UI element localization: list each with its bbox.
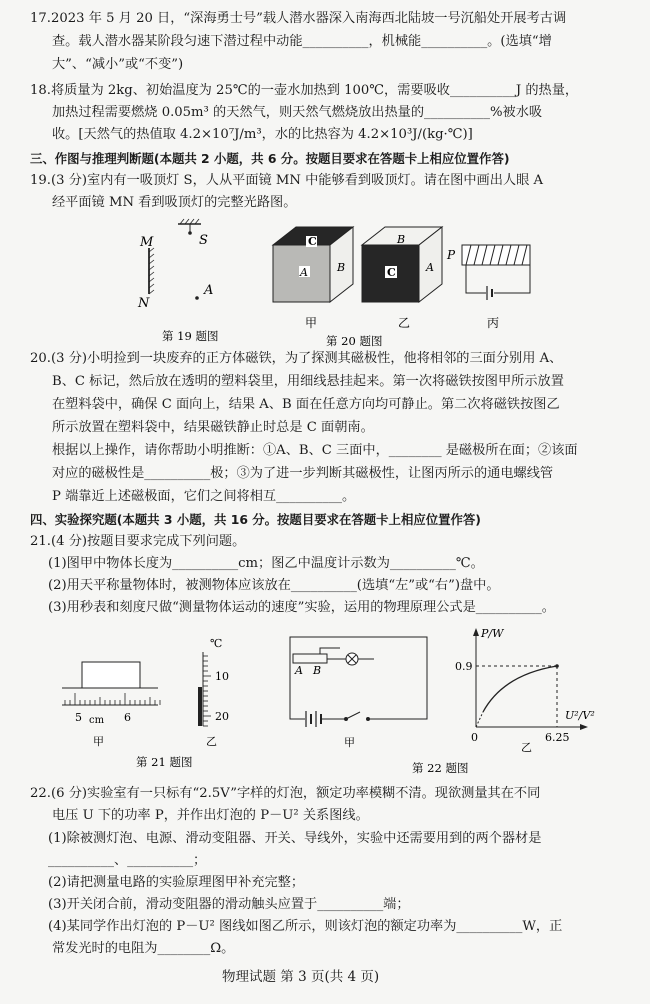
mirror-label-n: N xyxy=(138,296,150,311)
q22-part1-blanks: __________、__________； xyxy=(48,853,207,868)
q21-part1: (1)图甲中物体长度为__________cm；图乙中温度计示数为__________℃。 xyxy=(48,556,484,571)
switch-blade xyxy=(346,712,360,719)
fig20-cube-jia xyxy=(273,227,353,330)
q21-line1: 21.(4 分)按题目要求完成下列问题。 xyxy=(30,534,246,549)
fig22-circuit xyxy=(290,637,427,727)
section4-heading: 四、实验探究题(本题共 3 小题，共 16 分。按题目要求在答题卡上相应位置作答) xyxy=(30,512,481,527)
q21-part2: (2)用天平称量物体时，被测物体应该放在__________(选填“左”或“右”)盘中。 xyxy=(48,578,500,593)
fig20-cube-yi xyxy=(362,227,442,330)
fig20-jia-label: 甲 xyxy=(305,316,318,330)
q22-line1: 22.(6 分)实验室有一只标有“2.5V”字样的灯泡，额定功率模糊不清。现欲测量其在不同 xyxy=(30,786,541,801)
q21-part3: (3)用秒表和刻度尺做“测量物体运动的速度”实验，运用的物理原理公式是__________。 xyxy=(48,600,555,615)
fig21-caption: 第 21 题图 xyxy=(136,755,193,769)
q20-line6: 对应的磁极性是__________极；③为了进一步判断其磁极性，让图丙所示的通电螺线管 xyxy=(52,466,554,481)
fig20-caption: 第 20 题图 xyxy=(326,334,383,348)
eye-label-a: A xyxy=(204,283,214,298)
q22-part1: (1)除被测灯泡、电源、滑动变阻器、开关、导线外，实验中还需要用到的两个器材是 xyxy=(48,831,542,846)
fig22-yi-label: 乙 xyxy=(521,741,532,754)
solenoid-wire-left xyxy=(466,265,486,293)
thermo-ticks xyxy=(203,656,211,726)
graph-x-arrow xyxy=(580,724,588,730)
solenoid-end-p: P xyxy=(447,248,456,262)
page-footer: 物理试题 第 3 页(共 4 页) xyxy=(222,969,380,985)
q17-line1: 17.2023 年 5 月 20 日，“深海勇士号”载人潜水器深入南海西北陆坡一号沉船处开展考古调 xyxy=(30,11,567,26)
rheostat-slider xyxy=(320,648,340,654)
fig21-jia-label: 甲 xyxy=(93,735,104,748)
solenoid-wire-right xyxy=(494,265,530,293)
graph-x-label: U²/V² xyxy=(565,709,595,722)
q17-line2: 查。载人潜水器某阶段匀速下潜过程中动能__________，机械能__________。(选填“增 xyxy=(52,34,552,49)
thermo-label-10: 10 xyxy=(215,670,229,683)
graph-curve xyxy=(483,666,557,712)
ruler-label-6: 6 xyxy=(124,711,131,724)
solenoid-core xyxy=(462,245,530,265)
graph-origin: 0 xyxy=(471,731,478,744)
mirror-label-m: M xyxy=(140,235,154,250)
q18-line1: 18.将质量为 2kg、初始温度为 25℃的一壶水加热到 100℃，需要吸收__________J 的热量， xyxy=(30,83,579,98)
graph-y-tick: 0.9 xyxy=(455,660,473,673)
q18-line2: 加热过程需要燃烧 0.05m³ 的天然气，则天然气燃烧放出热量的__________%被水吸 xyxy=(52,105,543,120)
measured-block xyxy=(82,662,140,688)
thermo-unit: ℃ xyxy=(210,637,223,650)
cube-jia-front-label: A xyxy=(300,266,308,279)
ruler-ticks xyxy=(65,693,160,705)
q17-line3: 大”、“减小”或“不变”) xyxy=(52,57,184,72)
q19-line2: 经平面镜 MN 看到吸顶灯的完整光路图。 xyxy=(52,195,297,210)
lamp-point xyxy=(188,231,192,235)
switch-contact xyxy=(367,718,370,721)
q22-part4: (4)某同学作出灯泡的 P－U² 图线如图乙所示，则该灯泡的额定功率为__________W，正 xyxy=(48,919,563,934)
switch-pivot xyxy=(345,718,348,721)
q20-line1: 20.(3 分)小明捡到一块废弃的正方体磁铁，为了探测其磁极性，他将相邻的三面分别用 A、 xyxy=(30,351,563,366)
cube-jia-side-label: B xyxy=(337,261,346,274)
q22-part4-line2: 常发光时的电阻为________Ω。 xyxy=(52,941,235,956)
terminal-a: A xyxy=(295,664,303,677)
graph-curve-dashed xyxy=(476,712,483,727)
ruler-label-5: 5 xyxy=(75,711,82,724)
thermo-liquid xyxy=(198,687,202,726)
graph-y-label: P/W xyxy=(481,627,504,640)
q22-line2: 电压 U 下的功率 P，并作出灯泡的 P－U² 关系图线。 xyxy=(52,808,369,823)
fig22-jia-label: 甲 xyxy=(344,736,355,749)
fig20-bing-label: 丙 xyxy=(487,316,500,330)
fig19-caption: 第 19 题图 xyxy=(162,329,219,343)
graph-y-arrow xyxy=(473,628,479,636)
section3-heading: 三、作图与推理判断题(本题共 2 小题，共 6 分。按题目要求在答题卡上相应位置作答) xyxy=(30,151,510,166)
q20-line7: P 端靠近上述磁极面，它们之间将相互__________。 xyxy=(52,489,356,504)
cube-yi-top-label: B xyxy=(397,233,406,246)
fig20-yi-label: 乙 xyxy=(398,316,411,330)
q22-part2: (2)请把测量电路的实验原理图甲补充完整； xyxy=(48,875,305,890)
thermo-label-20: 20 xyxy=(215,710,229,723)
q20-line5: 根据以上操作，请你帮助小明推断：①A、B、C 三面中，________ 是磁极所在面；②该面 xyxy=(52,443,578,458)
fig22-caption: 第 22 题图 xyxy=(412,761,469,775)
cube-jia-top-label: C xyxy=(308,235,317,248)
q18-line3: 收。[天然气的热值取 4.2×10⁷J/m³，水的比热容为 4.2×10³J/(kg·℃)] xyxy=(52,127,473,142)
q22-part3: (3)开关闭合前，滑动变阻器的滑动触头应置于__________端； xyxy=(48,897,410,912)
rheostat xyxy=(293,654,327,663)
circuit-wire-top xyxy=(290,637,427,719)
q20-line3: 在塑料袋中，确保 C 面向上，结果 A、B 面在任意方向均可静止。第二次将磁铁按图乙 xyxy=(52,397,560,412)
terminal-b: B xyxy=(313,664,322,677)
ruler-unit: cm xyxy=(89,715,105,726)
graph-x-tick: 6.25 xyxy=(545,731,570,744)
fig19-diagram xyxy=(137,219,218,343)
lamp-label-s: S xyxy=(199,233,208,248)
cube-yi-front-label: C xyxy=(387,266,396,279)
eye-point xyxy=(195,296,199,300)
q20-line2: B、C 标记，然后放在透明的塑料袋里，用细线悬挂起来。第一次将磁铁按图甲所示放置 xyxy=(52,374,564,389)
fig21-ruler xyxy=(62,662,160,748)
fig21-yi-label: 乙 xyxy=(206,735,217,748)
cube-yi-side-label: A xyxy=(426,261,434,274)
q20-line4: 所示放置在塑料袋中，结果磁铁静止时总是 C 面朝南。 xyxy=(52,420,374,435)
graph-end-point xyxy=(555,664,559,668)
q19-line1: 19.(3 分)室内有一吸顶灯 S，人从平面镜 MN 中能够看到吸顶灯。请在图中画出人眼 A xyxy=(30,173,544,188)
fig22-graph xyxy=(412,627,595,775)
